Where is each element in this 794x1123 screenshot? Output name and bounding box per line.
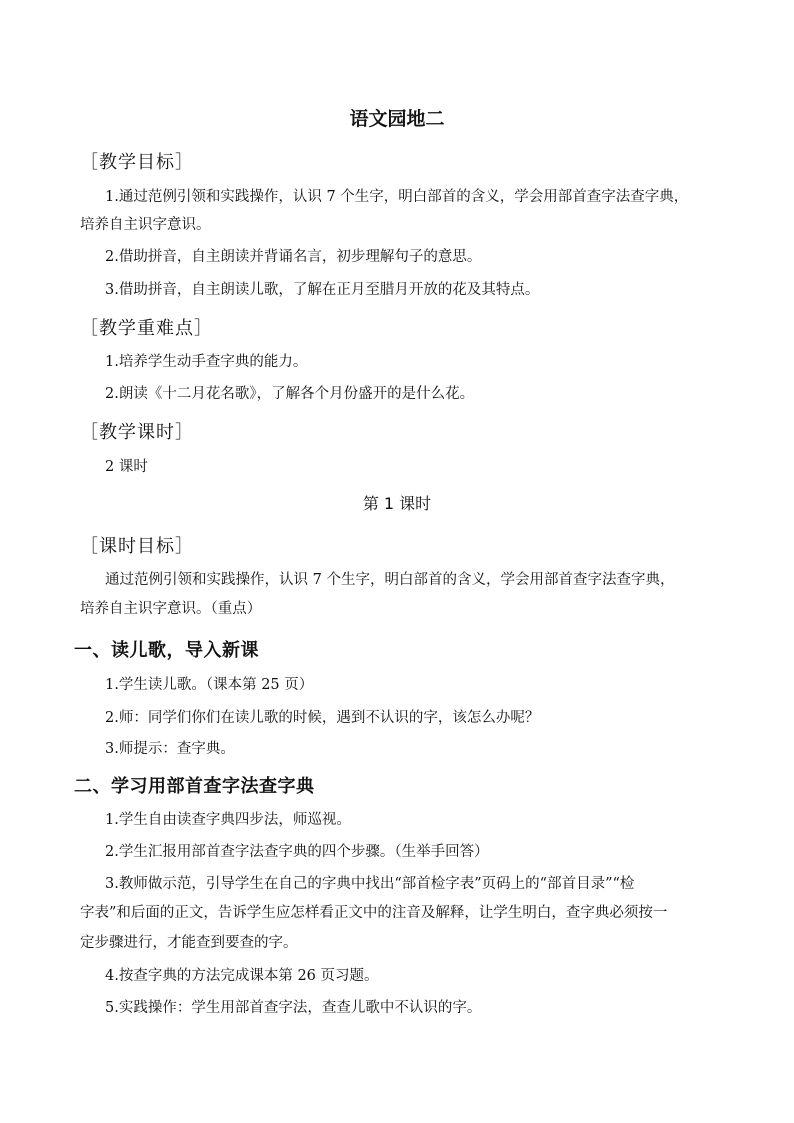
part2-item-3-cont-2: 定步骤进行，才能查到要查的字。 <box>80 935 298 951</box>
hours-value: 2 课时 <box>105 459 148 475</box>
section-heading-goals: ［教学目标］ <box>80 152 194 173</box>
part2-item-3: 3.教师做示范，引导学生在自己的字典中找出“部首检字表”页码上的“部首目录”“检 <box>105 876 635 892</box>
keypoint-item-2: 2.朗读《十二月花名歌》，了解各个月份盛开的是什么花。 <box>105 386 475 402</box>
part1-item-2: 2.师：同学们你们在读儿歌的时候，遇到不认识的字，该怎么办呢？ <box>105 710 540 726</box>
goal-item-1-cont: 培养自主识字意识。 <box>80 217 211 233</box>
part1-heading: 一、读儿歌，导入新课 <box>74 640 259 661</box>
page-title: 语文园地二 <box>349 108 445 130</box>
part1-item-1: 1.学生读儿歌。（课本第 25 页） <box>105 677 314 693</box>
lesson-title: 第 1 课时 <box>362 494 432 513</box>
goal-item-1: 1.通过范例引领和实践操作，认识 7 个生字，明白部首的含义，学会用部首查字法查字典， <box>105 189 689 205</box>
section-heading-keypoints: ［教学重难点］ <box>80 318 213 339</box>
part1-item-3: 3.师提示：查字典。 <box>105 741 235 757</box>
goal-item-2: 2.借助拼音，自主朗读并背诵名言，初步理解句子的意思。 <box>105 249 482 265</box>
keypoint-item-1: 1.培养学生动手查字典的能力。 <box>105 354 308 370</box>
section-heading-hours: ［教学课时］ <box>80 422 194 443</box>
part2-item-4: 4.按查字典的方法完成课本第 26 页习题。 <box>105 968 379 984</box>
lesson-goal-line-1: 通过范例引领和实践操作，认识 7 个生字，明白部首的含义，学会用部首查字法查字典， <box>105 572 675 588</box>
section-heading-lesson-goal: ［课时目标］ <box>80 536 194 557</box>
part2-heading: 二、学习用部首查字法查字典 <box>74 776 315 797</box>
part2-item-5: 5.实践操作：学生用部首查字法，查查儿歌中不认识的字。 <box>105 1000 482 1016</box>
part2-item-1: 1.学生自由读查字典四步法，师巡视。 <box>105 812 351 828</box>
goal-item-3: 3.借助拼音，自主朗读儿歌，了解在正月至腊月开放的花及其特点。 <box>105 282 540 298</box>
part2-item-3-cont-1: 字表”和后面的正文，告诉学生应怎样看正文中的注音及解释，让学生明白，查字典必须按一 <box>80 905 668 921</box>
lesson-goal-line-2: 培养自主识字意识。（重点） <box>80 601 262 617</box>
part2-item-2: 2.学生汇报用部首查字法查字典的四个步骤。（生举手回答） <box>105 844 489 860</box>
